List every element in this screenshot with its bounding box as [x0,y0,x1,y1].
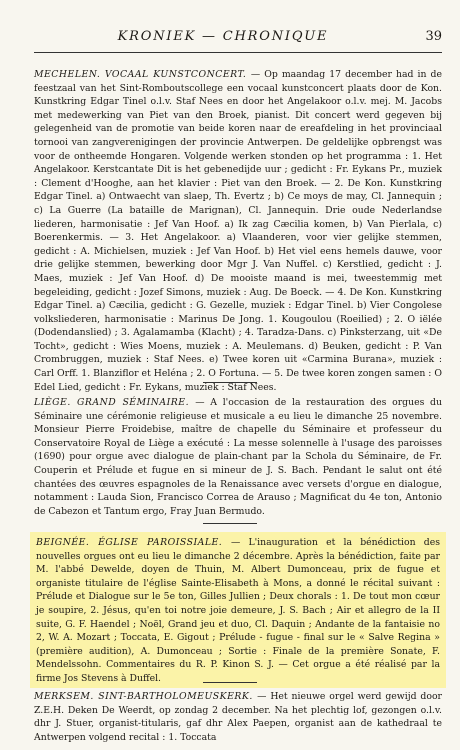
article-body: — Het nieuwe orgel werd gewijd door Z.E.H. Deken De Weerdt, op zondag 2 december. Na het plechtig lof, gezongen o.l.v. dhr J. Stuer, organist-titularis, gaf dhr Alex Paepen, organist aan de kathedraal te Antwerpen volgend recital : 1. Toccata [34,691,442,743]
section-divider [203,682,257,683]
section-divider [203,523,257,524]
article-heading: MERKSEM. SINT-BARTHOLOMEUSKERK. [34,691,258,702]
article-body: — Op maandag 17 december had in de feestzaal van het Sint-Romboutscollege een vocaal kunstconcert plaats door de Kon. Kunstkring Edgar Tinel o.l.v. Staf Nees en door het Angelakoor o.l.v. mej. M. Jacobs met medewerking van Piet van den Broek, pianist. Dit concert werd gegeven bij gelegenheid van de promotie van beide koren naar de ereafdeling in het provinciaal tornooi van zangverenigingen der provincie Antwerpen. De geldelijke opbrengst was voor de ontheemde Hongaren. Volgende werken stonden op het programma : 1. Het Angelakoor. Kerstcantate Dit is het gebenedijde uur ; gedicht : Fr. Eykans Pr., muziek : Clement d'Hooghe, aan het klavier : Piet van den Broek. — 2. De Kon. Kunstkring Edgar Tinel. a) Ontwaecht van slaep, Th. Evertz ; b) Ce moys de may, Cl. Jannequin ; c) La Guerre (La bataille de Marignan), Cl. Jannequin. Drie oude Nederlandse liederen, harmonisatie : Jef Van Hoof. a) Ik zag Cæcilia komen, b) Van Pierlala, c) Boerenkermis. — 3. Het Angelakoor. a) Vlaanderen, voor vier gelijke stemmen, gedicht : A. Michielsen, muziek : Jef Van Hoof. b) Het viel eens hemels dauwe, voor drie gelijke stemmen, bewerking door Mgr J. Van Nuffel. c) Kerstlied, gedicht : J. Maes, muziek : Jef Van Hoof. d) De mooiste maand is mei, tweestemmig met begeleiding, gedicht : Jozef Simons, muziek : Aug. De Boeck. — 4. De Kon. Kunstkring Edgar Tinel. a) Cæcilia, gedicht : G. Gezelle, muziek : Edgar Tinel. b) Vier Congolese volksliederen, harmonisatie : Marinus De Jong. 1. Kougoulou (Roeilied) ; 2. O iëlée (Dodendanslied) ; 3. Agalamamba (Klacht) ; 4. Taradza-Dans. c) Pinksterzang, uit «De Tocht», gedicht : Wies Moens, muziek : A. Meulemans. d) Beuken, gedicht : P. Van Crombruggen, muziek : Staf Nees. e) Twee koren uit «Carmina Burana», muziek : Carl Orff. 1. Blanziflor et Heléna ; 2. O Fortuna. — 5. De twee koren zongen samen : O Edel Lied, gedicht : Fr. Eykans, muziek : Staf Nees. [34,69,442,393]
article-body: — A l'occasion de la restauration des orgues du Séminaire une cérémonie religieuse et musicale a eu lieu le dimanche 25 novembre. Monsieur Pierre Froidebise, maître de chapelle du Séminaire et professeur du Conservatoire Royal de Liège a exécuté : La messe solennelle à l'usage des paroisses (1690) pour orgue avec dialogue de plain-chant par la Schola du Séminaire, de Fr. Couperin et Prélude et fugue en si mineur de J. S. Bach. Pendant le salut ont été chantées des œuvres espagnoles de la Renaissance avec versets d'orgue en dialogue, notamment : Lauda Sion, Francisco Correa de Arauso ; Magnificat du 4e ton, Antonio de Cabezon et Tantum ergo, Fray Juan Bermudo. [34,397,442,517]
article-merksem [34,690,442,748]
running-title: KRONIEK — CHRONIQUE [117,29,329,44]
article-heading: LIÈGE. GRAND SÉMINAIRE. [34,397,196,408]
article-heading: MECHELEN. VOCAAL KUNSTCONCERT. [34,69,251,80]
page-number: 39 [425,29,442,44]
article-beignee-highlighted [30,532,446,688]
article-body: — L'inauguration et la bénédiction des nouvelles orgues ont eu lieu le dimanche 2 décembre. Après la bénédiction, faite par M. l'abbé Dewelde, doyen de Thuin, M. Albert Dumonceau, prix de fugue et organiste titulaire de l'église Sainte-Elisabeth à Mons, a donné le récital suivant : Prélude et Dialogue sur le 5e ton, Gilles Jullien ; Deux chorals : 1. De tout mon cœur je soupire, 2. Jésus, qu'en toi notre joie demeure, J. S. Bach ; Air et allegro de la II suite, G. F. Haendel ; Noël, Grand jeu et duo, Cl. Daquin ; Andante de la fantaisie no 2, W. A. Mozart ; Toccata, E. Gigout ; Prélude - fugue - final sur le « Salve Regina » (première audition), A. Dumonceau ; Sortie : Finale de la première Sonate, F. Mendelssohn. Commentaires du R. P. Kinon S. J. — Cet orgue a été réalisé par la firme Jos Stevens à Duffel. [36,537,440,684]
header-rule [34,52,442,53]
page-header [34,29,442,49]
article-heading: BEIGNÉE. ÉGLISE PAROISSIALE. [36,537,231,548]
section-divider [203,382,257,383]
article-mechelen [34,68,442,393]
